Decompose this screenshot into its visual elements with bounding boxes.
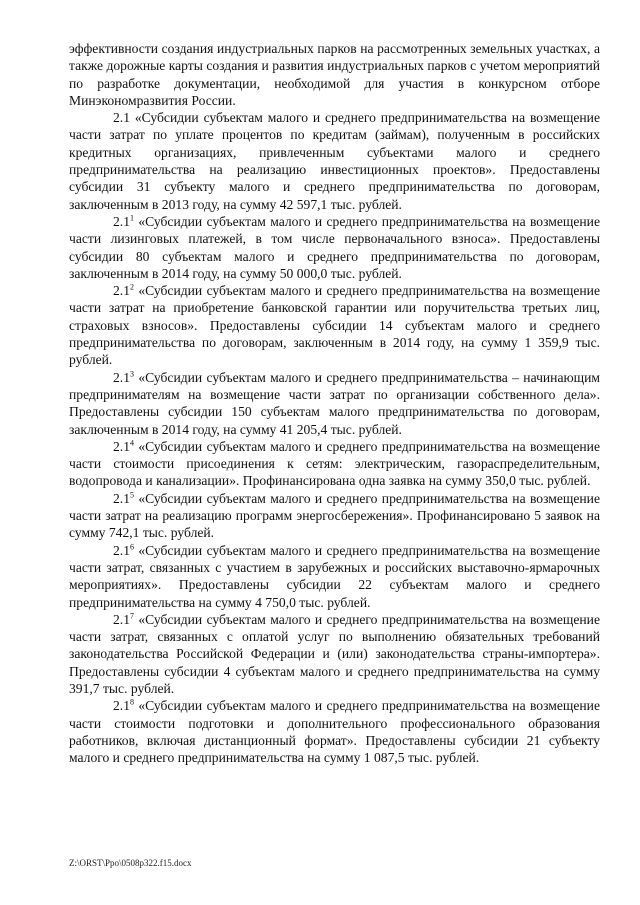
item-superscript: 5	[130, 490, 134, 500]
item-superscript: 4	[130, 438, 134, 448]
item-number: 2.1	[113, 438, 130, 454]
item-text: «Субсидии субъектам малого и среднего предпринимательства на возмещение части лизинговых платежей, в том числе первоначального взноса». Предоставлены субсидии 80 субъектам малого и среднего предпринимательства по договорам, заключенным в 2014 году, на сумму 50 000,0 тыс. рублей.	[69, 213, 600, 281]
document-page	[69, 40, 600, 766]
item-superscript: 2	[130, 282, 134, 292]
item-number: 2.1	[113, 283, 130, 299]
paragraph-2-1-8	[69, 697, 600, 766]
item-number: 2.1	[113, 213, 130, 229]
item-text: «Субсидии субъектам малого и среднего предпринимательства на возмещение части затрат по уплате процентов по кредитам (займам), полученным в российских кредитных организациях, привлеченным субъектами малого и среднего предпринимательства на реализацию инвестиционных проектов». Предоставлены субсидии 31 субъекту малого и среднего предпринимательства по договорам, заключенным в 2013 году, на сумму 42 597,1 тыс. рублей.	[69, 110, 600, 212]
item-superscript: 8	[130, 697, 134, 707]
item-text: «Субсидии субъектам малого и среднего предпринимательства на возмещение части стоимости подготовки и дополнительного профессионального образования работников, включая дистанционный формат». Предоставлены субсидии 21 субъекту малого и среднего предпринимательства на сумму 1 087,5 тыс. рублей.	[69, 698, 600, 766]
paragraph-2-1-5	[69, 490, 600, 542]
item-text: «Субсидии субъектам малого и среднего предпринимательства – начинающим предпринимателям на возмещение части затрат по организации собственного дела». Предоставлены субсидии 150 субъектам малого предпринимательства по договорам, заключенным в 2014 году, на сумму 41 205,4 тыс. рублей.	[69, 369, 600, 437]
item-number: 2.1	[113, 698, 130, 714]
item-text: «Субсидии субъектам малого и среднего предпринимательства на возмещение части затрат на реализацию программ энергосбережения». Профинансировано 5 заявок на сумму 742,1 тыс. рублей.	[69, 490, 600, 541]
paragraph-2-1-7	[69, 611, 600, 697]
item-text: «Субсидии субъектам малого и среднего предпринимательства на возмещение части затрат, связанных с оплатой услуг по выполнению обязательных требований законодательства Российской Федерации и (или) законодательства страны-импортера». Предоставлены субсидии 4 субъектам малого и среднего предпринимательства на сумму 391,7 тыс. рублей.	[69, 611, 600, 696]
paragraph-2-1	[69, 109, 600, 213]
paragraph-2-1-6	[69, 542, 600, 611]
item-superscript: 1	[130, 213, 134, 223]
item-number: 2.1	[113, 369, 130, 385]
intro-paragraph: эффективности создания индустриальных парков на рассмотренных земельных участках, а также дорожные карты создания и развития индустриальных парков с учетом мероприятий по разработке документации, необходимой для участия в конкурсном отборе Минэкономразвития России.	[69, 41, 600, 108]
item-superscript: 7	[130, 611, 134, 621]
paragraph-2-1-4	[69, 438, 600, 490]
item-superscript: 6	[130, 542, 134, 552]
item-number: 2.1	[113, 490, 130, 506]
paragraph-2-1-1	[69, 213, 600, 282]
item-number: 2.1	[113, 542, 130, 558]
item-text: «Субсидии субъектам малого и среднего предпринимательства на возмещение части затрат на приобретение банковской гарантии или поручительства третьих лиц, страховых взносов». Предоставлены субсидии 14 субъектам малого и среднего предпринимательства по договорам, заключенным в 2014 году, на сумму 1 359,9 тыс. рублей.	[69, 283, 600, 368]
file-path-footer: Z:\ORST\Ppo\0508p322.f15.docx	[69, 858, 192, 868]
item-text: «Субсидии субъектам малого и среднего предпринимательства на возмещение части стоимости присоединения к сетям: электрическим, газораспределительным, водопровода и канализации». Профинансирована одна заявка на сумму 350,0 тыс. рублей.	[69, 438, 600, 489]
item-superscript: 3	[130, 369, 134, 379]
item-number: 2.1	[113, 110, 130, 126]
item-text: «Субсидии субъектам малого и среднего предпринимательства на возмещение части затрат, связанных с участием в зарубежных и российских выставочно-ярмарочных мероприятиях». Предоставлены субсидии 22 субъектам малого и среднего предпринимательства на сумму 4 750,0 тыс. рублей.	[69, 542, 600, 610]
item-number: 2.1	[113, 611, 130, 627]
paragraph-2-1-3	[69, 369, 600, 438]
paragraph-2-1-2	[69, 282, 600, 368]
